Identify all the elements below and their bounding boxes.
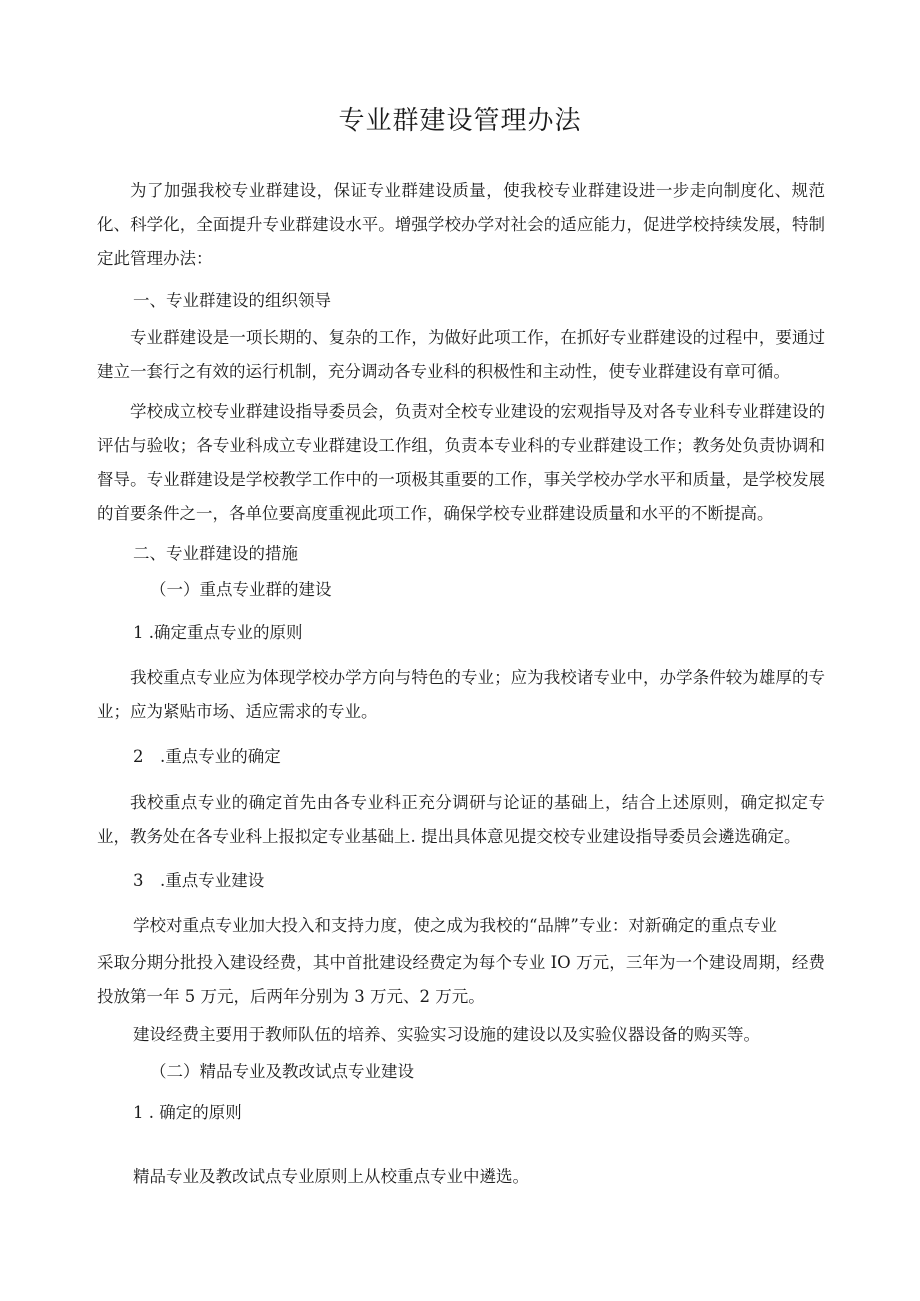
- intro-paragraph: 为了加强我校专业群建设，保证专业群建设质量，使我校专业群建设进一步走向制度化、规范化、科学化，全面提升专业群建设水平。增强学校办学对社会的适应能力，促进学校持续发展，特制定此管理办法：: [97, 181, 825, 268]
- item2-heading: 2 .重点专业的确定: [133, 747, 281, 766]
- item2-paragraph: 我校重点专业的确定首先由各专业科正充分调研与论证的基础上，结合上述原则，确定拟定专业，教务处在各专业科上报拟定专业基础上. 提出具体意见提交校专业建设指导委员会遴选确定。: [97, 793, 825, 846]
- item3-paragraph-line1: 学校对重点专业加大投入和支持力度，使之成为我校的“品牌”专业：对新确定的重点专业: [133, 916, 777, 935]
- item1-paragraph: 我校重点专业应为体现学校办学方向与特色的专业；应为我校诸专业中，办学条件较为雄厚的专业；应为紧贴市场、适应需求的专业。: [97, 668, 825, 721]
- subsection2-heading: （二）精品专业及教改试点专业建设: [150, 1062, 414, 1081]
- item4-heading: 1 . 确定的原则: [133, 1103, 242, 1122]
- section1-paragraph-2: 学校成立校专业群建设指导委员会，负责对全校专业建设的宏观指导及对各专业科专业群建设的评估与验收；各专业科成立专业群建设工作组，负责本专业科的专业群建设工作；教务处负责协调和督导。专业群建设是学校教学工作中的一项极其重要的工作，事关学校办学水平和质量，是学校发展的首要条件之一，各单位要高度重视此项工作，确保学校专业群建设质量和水平的不断提高。: [97, 402, 825, 523]
- item3-paragraph-rest: 采取分期分批投入建设经费，其中首批建设经费定为每个专业 IO 万元，三年为一个建设周期，经费投放第一年 5 万元，后两年分别为 3 万元、2 万元。: [97, 953, 825, 1006]
- section1-paragraph-1: 专业群建设是一项长期的、复杂的工作，为做好此项工作，在抓好专业群建设的过程中，要通过建立一套行之有效的运行机制，充分调动各专业科的积极性和主动性，使专业群建设有章可循。: [97, 328, 825, 381]
- subsection1-heading: （一）重点专业群的建设: [150, 580, 332, 599]
- page-title: 专业群建设管理办法: [338, 106, 582, 136]
- section1-heading: 一、专业群建设的组织领导: [133, 291, 331, 310]
- section2-heading: 二、专业群建设的措施: [133, 544, 298, 563]
- item4-paragraph: 精品专业及教改试点专业原则上从校重点专业中遴选。: [133, 1167, 529, 1186]
- item3-heading: 3 .重点专业建设: [133, 871, 265, 890]
- item1-heading: 1 .确定重点专业的原则: [133, 623, 303, 642]
- item3-paragraph-2: 建设经费主要用于教师队伍的培养、实验实习设施的建设以及实验仪器设备的购买等。: [133, 1025, 760, 1044]
